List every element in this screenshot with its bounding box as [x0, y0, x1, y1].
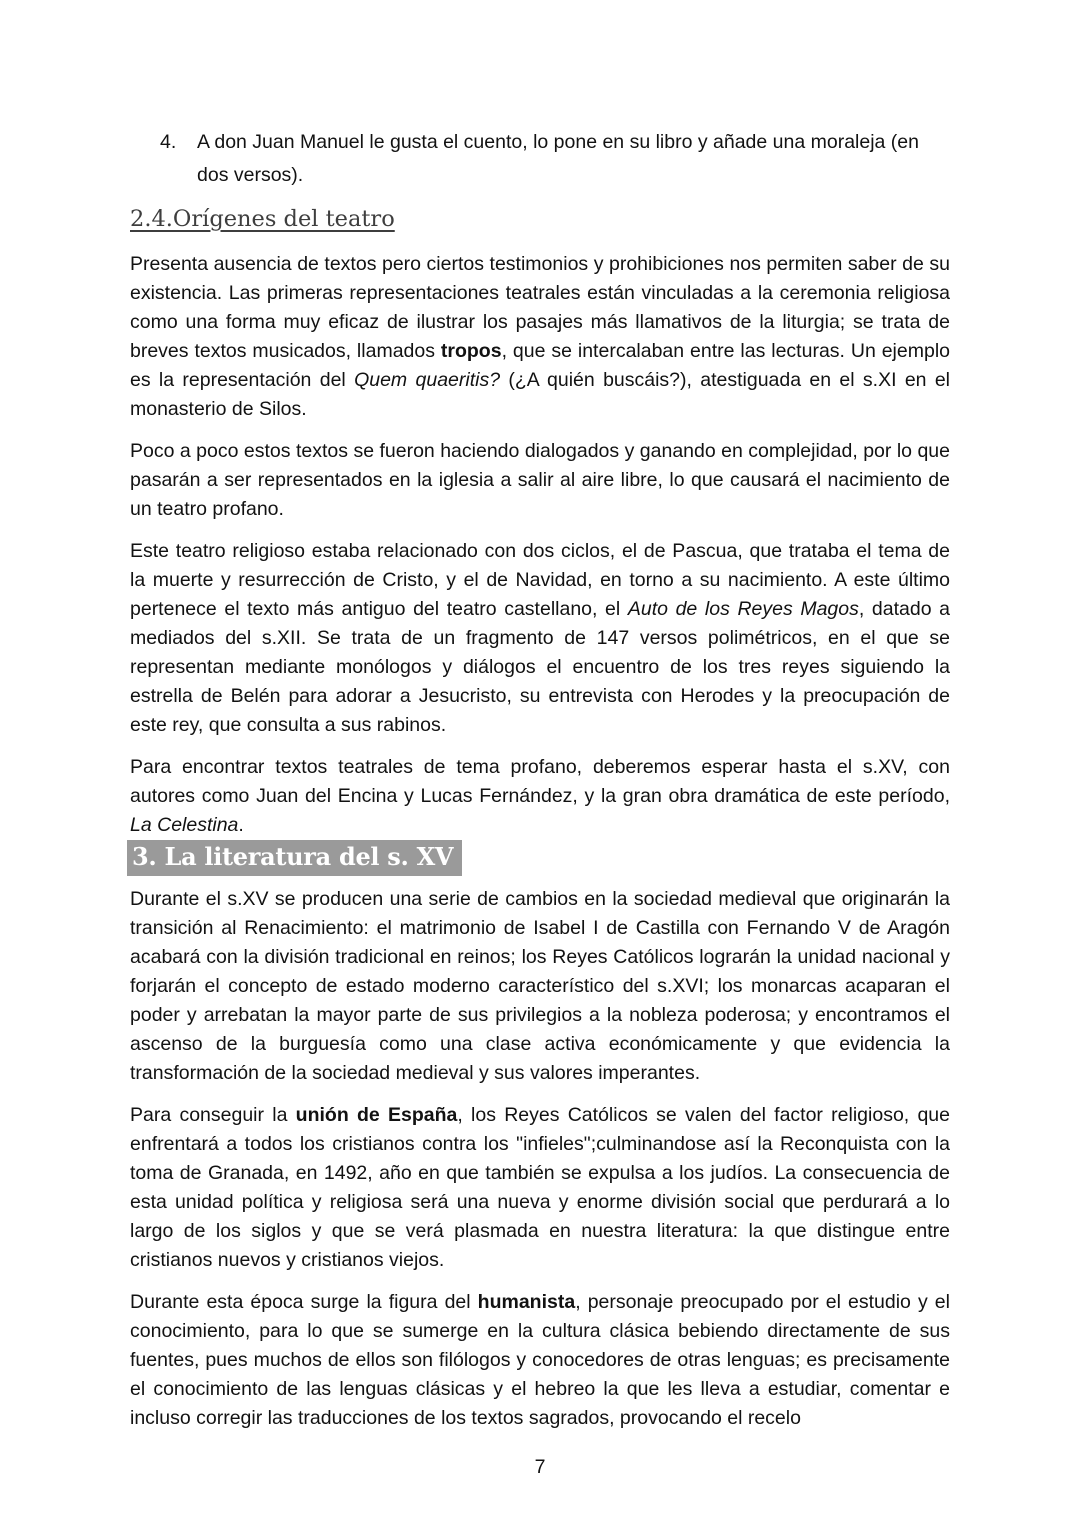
paragraph-origenes-4: Para encontrar textos teatrales de tema profano, deberemos esperar hasta el s.XV, con autores como Juan del Encina y Lucas Fernández, y la gran obra dramática de este período, La Celestina. — [130, 756, 950, 836]
paragraph-origenes-3: Este teatro religioso estaba relacionado con dos ciclos, el de Pascua, que trataba el tema de la muerte y resurrección de Cristo, y el de Navidad, en torno a su nacimiento. A este último pertenece el texto más antiguo del teatro castellano, el Auto de los Reyes Magos, datado a mediados del s.XII. Se trata de un fragmento de 147 versos polimétricos, en el que se representan mediante monólogos y diálogos el encuentro de los tres reyes siguiendo la estrella de Belén para adorar a Jesucristo, su entrevista con Herodes y la preocupación de este rey, que consulta a sus rabinos. — [130, 540, 951, 736]
page-footer — [130, 1453, 950, 1482]
paragraph-origenes-1: Presenta ausencia de textos pero ciertos testimonios y prohibiciones nos permiten saber de su existencia. Las primeras representaciones teatrales están vinculadas a la ceremonia religiosa como una forma muy eficaz de ilustrar los pasajes más llamativos de la liturgia; se trata de breves textos musicados, llamados tropos, que se intercalaban entre las lecturas. Un ejemplo es la representación del Quem quaeritis? (¿A quién buscáis?), atestiguada en el s.XI en el monasterio de Silos. — [130, 253, 951, 420]
section-heading-literatura-s-xv — [127, 840, 950, 876]
paragraph-literatura-3: Durante esta época surge la figura del humanista, personaje preocupado por el estudio y el conocimiento, para lo que se sumerge en la cultura clásica bebiendo directamente de sus fuentes, pues muchos de ellos son filólogos y conocedores de otras lenguas; es precisamente el conocimiento de las lenguas clásicas y el hebreo la que les lleva a estudiar, comentar e incluso corregir las traducciones de los textos sagrados, provocando el recelo — [130, 1291, 950, 1429]
paragraph-literatura-2: Para conseguir la unión de España, los Reyes Católicos se valen del factor religioso, que enfrentará a todos los cristianos contra los "infieles";culminandose así la Reconquista con la toma de Granada, en 1492, año en que también se expulsa a los judíos. La consecuencia de esta unidad política y religiosa será una nueva y enorme división social que perdurará a lo largo de los siglos y que se verá plasmada en nuestra literatura: la que distingue entre cristianos nuevos y cristianos viejos. — [130, 1104, 950, 1271]
paragraph-origenes-2: Poco a poco estos textos se fueron haciendo dialogados y ganando en complejidad, por lo que pasarán a ser representados en la iglesia a salir al aire libre, lo que causará el nacimiento de un teatro profano. — [130, 440, 950, 520]
section-heading-origenes-del-teatro: 2.4.Orígenes del teatro — [130, 206, 395, 232]
paragraph-literatura-1: Durante el s.XV se producen una serie de cambios en la sociedad medieval que originarán la transición al Renacimiento: el matrimonio de Isabel I de Castilla con Fernando V de Aragón acabará con la división tradicional en reinos; los Reyes Católicos lograrán la unidad nacional y forjarán el concepto de estado moderno característico del s.XVI; los monarcas acaparan el poder y arrebatan la mayor parte de sus privilegios a la nobleza poderosa; y encontramos el ascenso de la burguesía como una clase activa económicamente y que evidencia la transformación de la sociedad medieval y sus valores imperantes. — [130, 888, 950, 1084]
page-number: 7 — [534, 1456, 546, 1478]
list-item-text: A don Juan Manuel le gusta el cuento, lo pone en su libro y añade una moraleja (en dos versos). — [197, 131, 919, 186]
list-item-number: 4. — [160, 131, 177, 153]
list-item — [130, 126, 950, 192]
section-heading-highlight: 3. La literatura del s. XV — [127, 840, 462, 876]
